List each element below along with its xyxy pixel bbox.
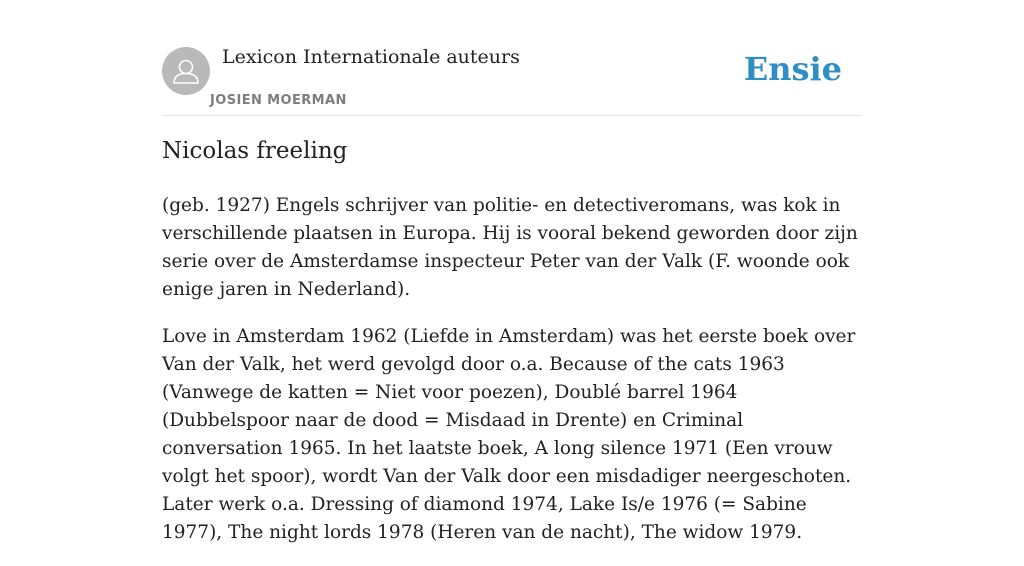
article-title: Nicolas freeling (162, 138, 348, 164)
article-body (162, 192, 864, 566)
user-placeholder-icon (162, 47, 210, 95)
publication-name[interactable]: Lexicon Internationale auteurs (222, 46, 520, 68)
article-paragraph: (geb. 1927) Engels schrijver van politie- en detectiveromans, was kok in verschillende plaatsen in Europa. Hij is vooral bekend geworden door zijn serie over de Amsterdamse inspecteur Peter van der Valk (F. woonde ook enige jaren in Nederland). (162, 195, 858, 300)
header-divider (162, 115, 862, 116)
article-paragraph: Love in Amsterdam 1962 (Liefde in Amsterdam) was het eerste boek over Van der Valk, het werd gevolgd door o.a. Because of the cats 1963 (Vanwege de katten = Niet voor poezen), Doublé barrel 1964 (Dubbelspoor naar de dood = Misdaad in Drente) en Criminal conversation 1965. In het laatste boek, A long silence 1971 (Een vrouw volgt het spoor), wordt Van der Valk door een misdadiger neergeschoten. Later werk o.a. Dressing of diamond 1974, Lake Is/e 1976 (= Sabine 1977), The night lords 1978 (Heren van de nacht), The widow 1979. (162, 326, 856, 543)
author-name[interactable]: JOSIEN MOERMAN (210, 93, 347, 108)
brand-logo[interactable]: Ensie (743, 50, 842, 88)
author-avatar[interactable] (162, 47, 210, 95)
